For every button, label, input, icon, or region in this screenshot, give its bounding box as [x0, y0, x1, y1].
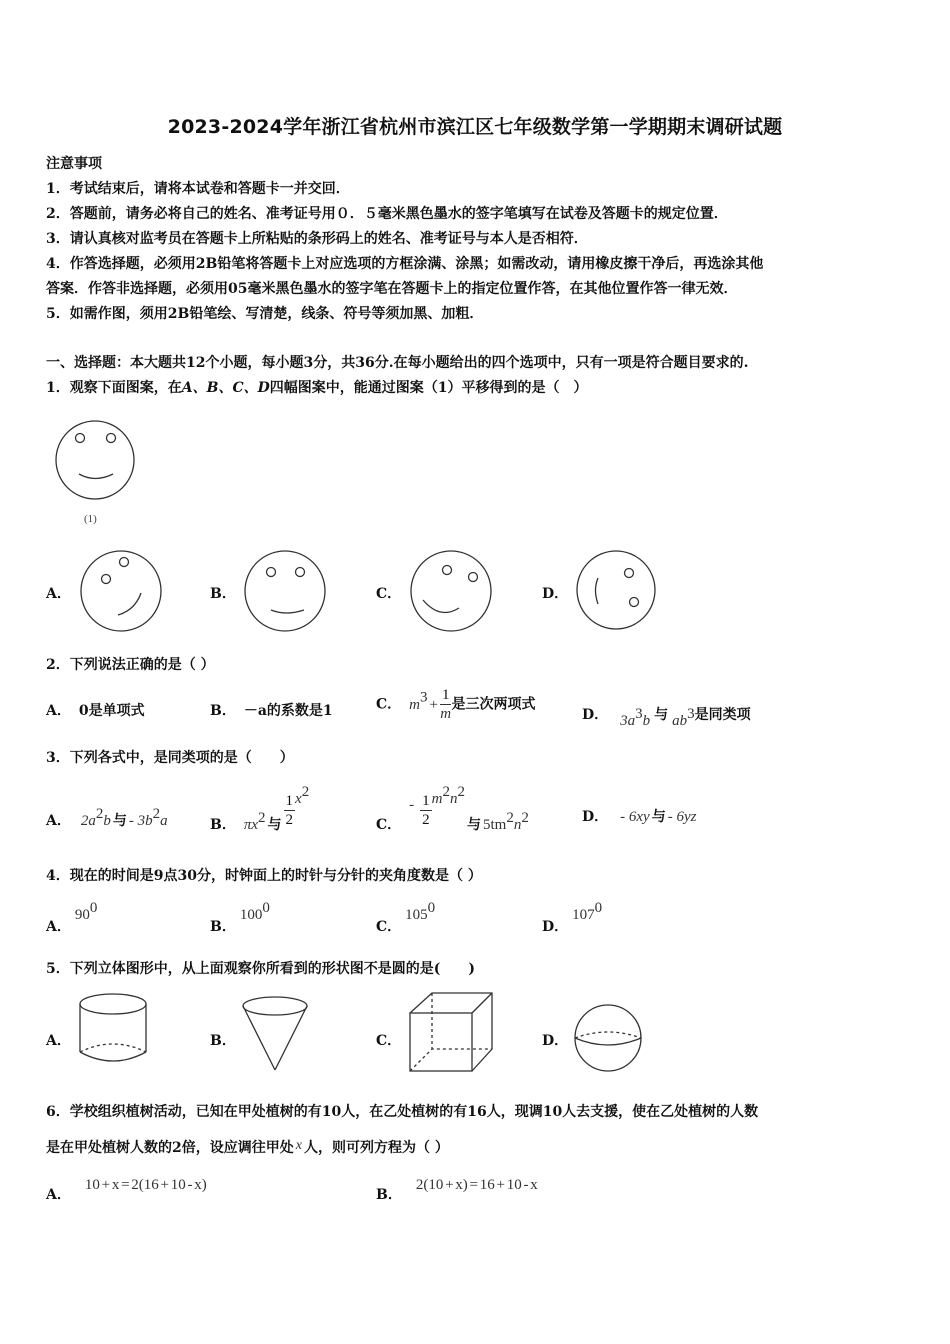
page-title: 2023-2024学年浙江省杭州市滨江区七年级数学第一学期期末调研试题	[167, 116, 783, 138]
option-d-label[interactable]: D．	[542, 586, 569, 602]
q2-option-b[interactable]: B． －a的系数是1	[210, 703, 333, 719]
smiley-option-b	[244, 550, 326, 632]
notice-item: 答案．作答非选择题，必须用05毫米黑色墨水的签字笔在答题卡上的指定位置作答，在其他位置作答一律无效．	[46, 281, 738, 297]
question-2-stem: 2．下列说法正确的是（ ）	[46, 657, 215, 673]
smiley-option-d	[576, 550, 656, 630]
question-3-stem: 3．下列各式中，是同类项的是（ ）	[46, 750, 294, 766]
question-1-stem: 1．观察下面图案，在A、B、C、D四幅图案中，能通过图案（1）平移得到的是（ ）	[46, 380, 588, 396]
q2-option-c[interactable]: C． $m^3$ + $\frac{1}{m}$ 是三次两项式	[376, 687, 536, 722]
question-6-stem-line2: 是在甲处植树人数的2倍，设应调往甲处 x 人，则可列方程为（ ）	[46, 1138, 449, 1156]
q2-option-a[interactable]: A． 0是单项式	[46, 703, 145, 719]
sphere-figure	[574, 1004, 644, 1074]
q4-option-d[interactable]: D．$107^0$	[542, 900, 603, 935]
fraction: $\frac{1}{2}$	[422, 793, 430, 828]
q4-option-c[interactable]: C．$105^0$	[376, 900, 436, 935]
option-b-label[interactable]: B．	[210, 586, 236, 602]
q3-option-b[interactable]: B． $\pi x^2$ 与 $\frac{1}{2}$ $x^2$	[210, 783, 310, 833]
q2-option-d[interactable]: D． $3a^3b$ 与 $ab^3$是同类项	[582, 706, 751, 729]
cube-figure	[408, 991, 496, 1073]
option-a-label[interactable]: A．	[46, 586, 71, 602]
fraction: $\frac{1}{m}$	[440, 687, 452, 722]
cone-figure	[240, 996, 312, 1074]
q4-option-a[interactable]: A．$90^0$	[46, 900, 98, 935]
q3-option-a[interactable]: A． $2a^2b$ 与 - $3b^2a$	[46, 806, 168, 829]
fraction: $\frac{1}{2}$	[285, 793, 294, 828]
notice-item: 4．作答选择题，必须用2B铅笔将答题卡上对应选项的方框涂满、涂黑；如需改动，请用橡皮擦干净后，再选涂其他	[46, 256, 764, 272]
question-6-stem-line1: 6．学校组织植树活动，已知在甲处植树的有10人，在乙处植树的有16人，现调10人去支援，使在乙处植树的人数	[46, 1104, 759, 1120]
q6-option-b[interactable]: B．2(10 + x) = 16 + 10 - x	[376, 1177, 538, 1203]
q4-option-b[interactable]: B．$100^0$	[210, 900, 270, 935]
section-heading: 一、选择题：本大题共12个小题，每小题3分，共36分.在每小题给出的四个选项中，只有一项是符合题目要求的.	[46, 355, 749, 371]
question-5-stem: 5．下列立体图形中，从上面观察你所看到的形状图不是圆的是( )	[46, 961, 475, 977]
cylinder-figure	[78, 992, 150, 1072]
q5-option-b-label[interactable]: B．	[210, 1033, 236, 1049]
notice-item: 1．考试结束后，请将本试卷和答题卡一并交回．	[46, 181, 350, 197]
notice-item: 5．如需作图，须用2B铅笔绘、写清楚，线条、符号等须加黑、加粗．	[46, 306, 484, 322]
q5-option-c-label[interactable]: C．	[376, 1033, 402, 1049]
q3-option-c[interactable]: C．- $\frac{1}{2}$ $m^2n^2$与 $5tm^2n^2$	[376, 783, 529, 833]
notice-heading: 注意事项	[46, 156, 102, 172]
smiley-option-c	[410, 550, 492, 632]
q6-option-a[interactable]: A．10 + x = 2(16 + 10 - x)	[46, 1177, 207, 1203]
smiley-option-a	[80, 550, 162, 632]
q5-option-d-label[interactable]: D．	[542, 1033, 569, 1049]
question-4-stem: 4．现在的时间是9点30分，时钟面上的时针与分针的夹角度数是（ ）	[46, 868, 482, 884]
q3-option-d[interactable]: D． - 6xy 与 - 6yz	[582, 809, 697, 825]
option-c-label[interactable]: C．	[376, 586, 402, 602]
q5-option-a-label[interactable]: A．	[46, 1033, 71, 1049]
smiley-reference-figure	[55, 420, 137, 502]
figure-label: (1)	[84, 513, 97, 525]
notice-item: 3．请认真核对监考员在答题卡上所粘贴的条形码上的姓名、准考证号与本人是否相符．	[46, 231, 588, 247]
notice-item: 2．答题前，请务必将自己的姓名、准考证号用０．５毫米黑色墨水的签字笔填写在试卷及答题卡的规定位置．	[46, 206, 728, 222]
